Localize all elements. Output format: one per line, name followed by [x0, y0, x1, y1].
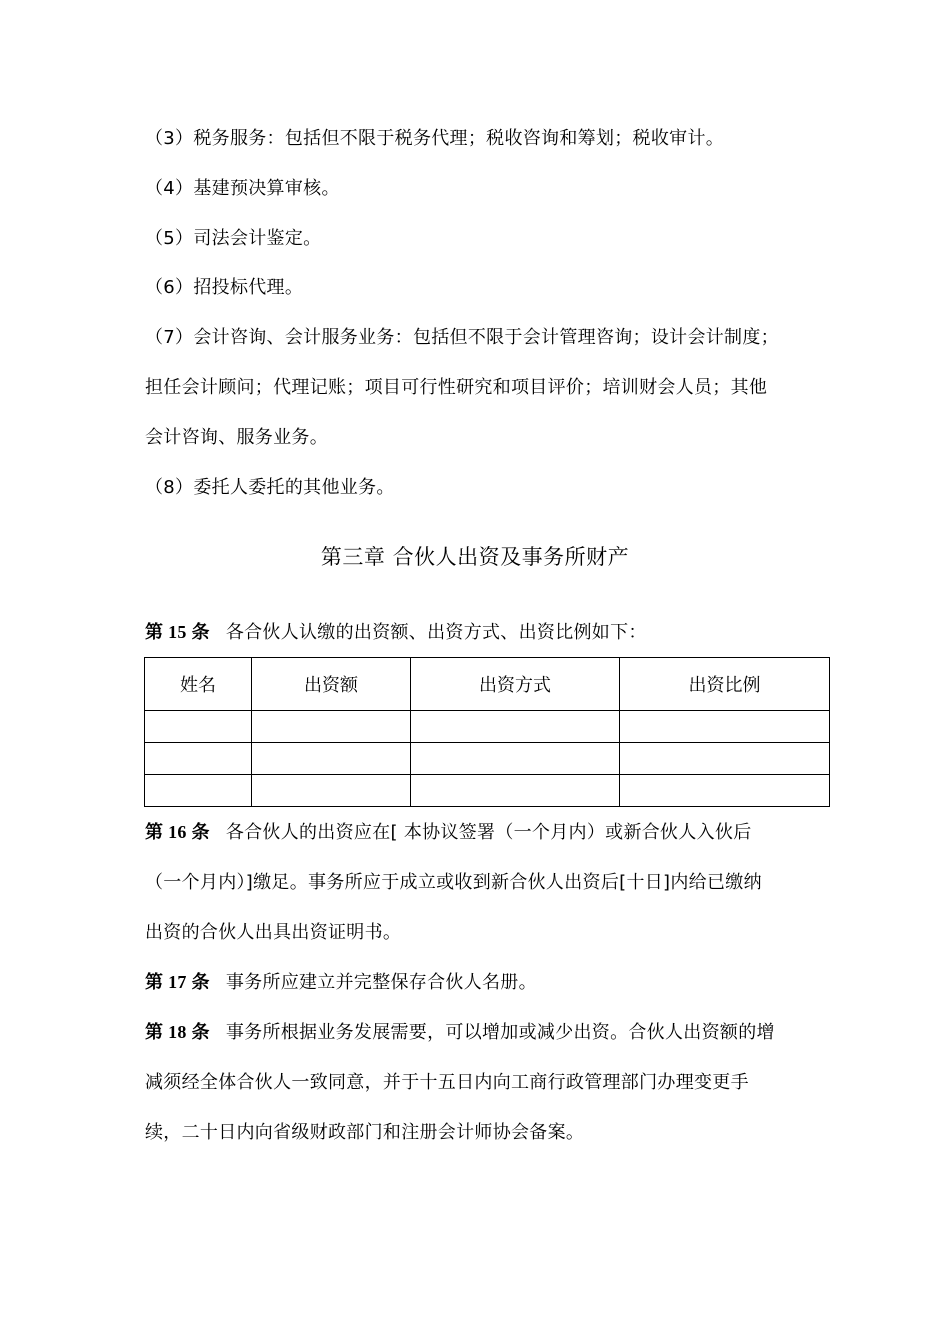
list-item-8: （8）委托人委托的其他业务。 — [145, 477, 395, 498]
article-17-number: 第 17 条 — [145, 972, 210, 992]
article-16-line-2: （一个月内）]缴足。事务所应于成立或收到新合伙人出资后[十日]内给已缴纳 — [145, 872, 762, 893]
list-item-6: （6）招投标代理。 — [145, 277, 304, 298]
header-name: 姓名 — [145, 658, 252, 711]
article-16-line-1 — [145, 820, 752, 845]
article-16-text: 各合伙人的出资应在[ 本协议签署（一个月内）或新合伙人入伙后 — [225, 822, 752, 843]
table-cell — [252, 711, 411, 743]
list-item-4: （4）基建预决算审核。 — [145, 178, 340, 199]
article-15-number: 第 15 条 — [145, 622, 210, 642]
table-cell — [620, 775, 830, 807]
list-item-7-line-3: 会计咨询、服务业务。 — [145, 427, 328, 448]
table-cell — [145, 775, 252, 807]
table-cell — [411, 711, 620, 743]
table-row — [145, 775, 830, 807]
list-item-5: （5）司法会计鉴定。 — [145, 228, 322, 249]
list-item-7-line-1: （7）会计咨询、会计服务业务：包括但不限于会计管理咨询；设计会计制度； — [145, 327, 779, 348]
article-16-line-3: 出资的合伙人出具出资证明书。 — [145, 922, 402, 943]
header-method: 出资方式 — [411, 658, 620, 711]
article-16-number: 第 16 条 — [145, 822, 210, 842]
list-item-3: （3）税务服务：包括但不限于税务代理；税收咨询和筹划；税收审计。 — [145, 128, 725, 149]
contribution-table — [144, 657, 830, 807]
table-cell — [620, 711, 830, 743]
chapter-title: 第三章 合伙人出资及事务所财产 — [320, 545, 630, 569]
article-18-number: 第 18 条 — [145, 1022, 210, 1042]
table-cell — [252, 775, 411, 807]
table-header-row — [145, 658, 830, 711]
article-18-text: 事务所根据业务发展需要，可以增加或减少出资。合伙人出资额的增 — [225, 1022, 775, 1043]
article-18-line-3: 续，二十日内向省级财政部门和注册会计师协会备案。 — [145, 1122, 585, 1143]
header-ratio: 出资比例 — [620, 658, 830, 711]
table-cell — [145, 711, 252, 743]
table-cell — [145, 743, 252, 775]
article-18-line-2: 减须经全体合伙人一致同意，并于十五日内向工商行政管理部门办理变更手 — [145, 1072, 749, 1093]
table-cell — [252, 743, 411, 775]
list-item-7-line-2: 担任会计顾问；代理记账；项目可行性研究和项目评价；培训财会人员；其他 — [145, 377, 768, 398]
table-cell — [620, 743, 830, 775]
article-17 — [145, 970, 537, 995]
article-15-text: 各合伙人认缴的出资额、出资方式、出资比例如下： — [225, 622, 647, 643]
article-18-line-1 — [145, 1020, 775, 1045]
header-amount: 出资额 — [252, 658, 411, 711]
article-17-text: 事务所应建立并完整保存合伙人名册。 — [225, 972, 537, 993]
table-row — [145, 711, 830, 743]
article-15 — [145, 620, 647, 645]
table-cell — [411, 775, 620, 807]
table-cell — [411, 743, 620, 775]
table-row — [145, 743, 830, 775]
